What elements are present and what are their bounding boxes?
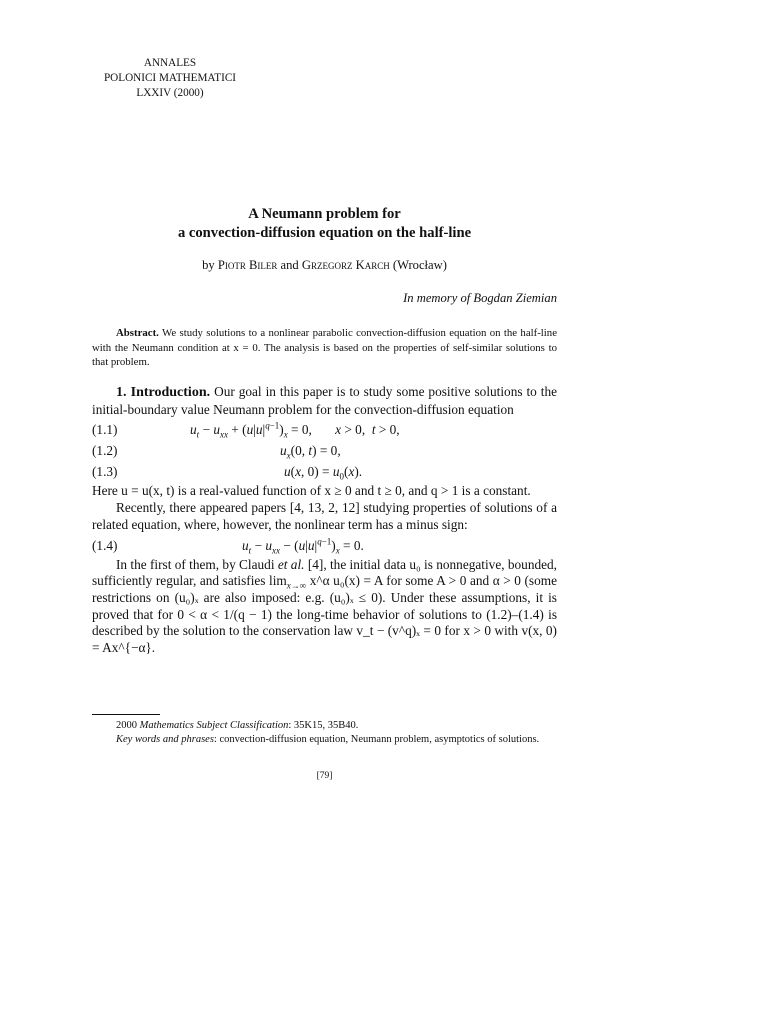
abstract bbox=[92, 326, 557, 370]
journal-name-line1: ANNALES bbox=[143, 57, 197, 69]
journal-volume: LXXIV (2000) bbox=[136, 87, 204, 99]
intro-p1-text: Our goal in this paper is to study some positive solutions to the initial-boundary value Neumann problem for the convection-diffusion equation bbox=[92, 384, 558, 417]
intro-paragraph-3: Recently, there appeared papers [4, 13, 2, 12] studying properties of solutions of a related equation, where, however, the nonlinear term has a minus sign: bbox=[92, 500, 557, 532]
equation-number: (1.2) bbox=[92, 443, 118, 459]
journal-header bbox=[92, 56, 248, 101]
footnote-rule bbox=[92, 714, 160, 715]
footnote-msc: 2000 Mathematics Subject Classification: 35K15, 35B40. bbox=[116, 720, 359, 731]
equation-1-4: (1.4) $u_t - u_{xx} - (u|u|^{q-1})_x = 0$. bbox=[92, 536, 364, 556]
equation-number: (1.1) bbox=[92, 422, 118, 438]
author-2: Grzegorz Karch bbox=[301, 258, 390, 272]
paper-title bbox=[92, 205, 557, 243]
affiliation: (Wrocław) bbox=[392, 258, 447, 272]
title-line1: A Neumann problem for bbox=[248, 206, 401, 222]
equation-1-1: (1.1) $u_t - u_{xx} + (u|u|^{q-1})_x = 0$, x > 0, t > 0, bbox=[92, 420, 400, 441]
abstract-text: We study solutions to a nonlinear parabolic convection-diffusion equation on the half-line with the Neumann condition at x = 0. The analysis is based on the properties of self-similar solutions to that problem. bbox=[92, 327, 557, 368]
author-1: Piotr Biler bbox=[217, 258, 278, 272]
byline bbox=[92, 258, 557, 273]
page-number: [79] bbox=[316, 771, 333, 781]
footnote-keywords: Key words and phrases: convection-diffusion equation, Neumann problem, asymptotics of solutions. bbox=[116, 734, 540, 745]
equation-number: (1.4) bbox=[92, 537, 118, 553]
abstract-label: Abstract. bbox=[116, 327, 159, 339]
byline-and: and bbox=[280, 258, 299, 272]
equation-1-3: (1.3) u(x, $0) = u_0(x)$. bbox=[92, 464, 363, 483]
main-text bbox=[92, 384, 557, 657]
byline-by: by bbox=[202, 258, 215, 272]
equation-number: (1.3) bbox=[92, 464, 118, 480]
title-line2: a convection-diffusion equation on the half-line bbox=[177, 225, 472, 241]
journal-name-line2: POLONICI MATHEMATICI bbox=[103, 72, 237, 84]
intro-paragraph-1 bbox=[92, 384, 557, 418]
section-heading: 1. Introduction. bbox=[116, 385, 211, 400]
dedication: In memory of Bogdan Ziemian bbox=[403, 291, 557, 305]
intro-paragraph-2: Here u = u(x, t) is a real-valued function of x ≥ 0 and t ≥ 0, and q > 1 is a constant. bbox=[92, 483, 531, 499]
footnotes bbox=[92, 719, 557, 747]
intro-paragraph-4: In the first of them, by Claudi et al. [4], the initial data u₀ is nonnegative, bounded, sufficiently regular, and satisfies $\lim_{x\to\infty}$ x^α u₀(x) = A for some A > 0 and α > 0 (some restrictions on (u₀)ₓ are also imposed: e.g. (u₀)ₓ ≤ 0). Under these assumptions, it is proved that for 0 < α < 1/(q − 1) the long-time behavior of solutions to (1.2)–(1.4) is described by the solution to the conservation law v_t − (v^q)ₓ = 0 for x > 0 with v(x, 0) = Ax^{−α}. bbox=[92, 556, 558, 656]
equation-1-2: (1.2) $u_x(0$, t) = 0, bbox=[92, 443, 341, 462]
